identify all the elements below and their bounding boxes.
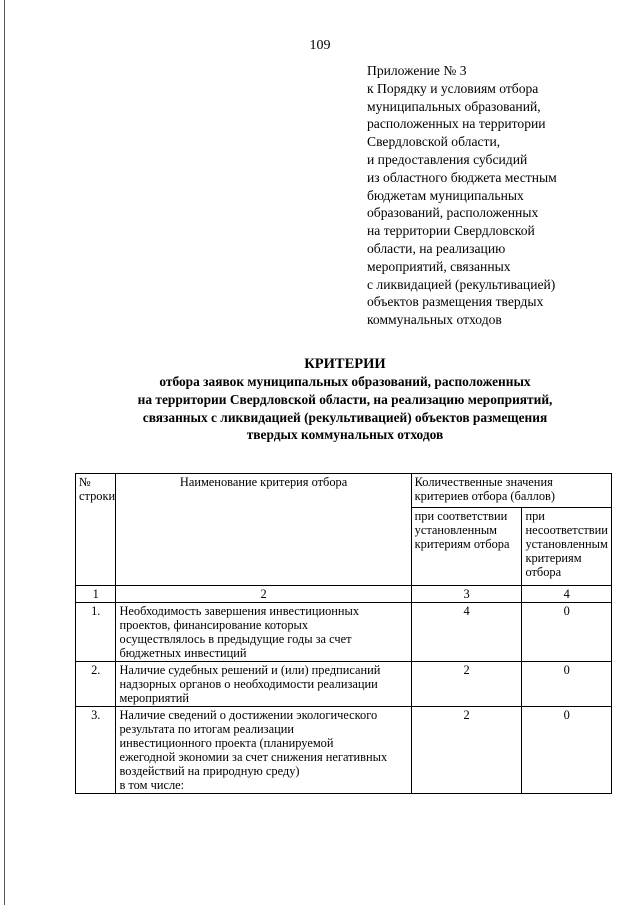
subtitle-line: на территории Свердловской области, на реализацию мероприятий, [137, 391, 553, 407]
row-match: 2 [411, 662, 522, 707]
row-num: 2. [76, 662, 116, 707]
appendix-line: Свердловской области, [367, 134, 501, 150]
row-match: 2 [411, 707, 522, 794]
page-edge [0, 0, 5, 905]
subtitle-line: отбора заявок муниципальных образований, расположенных [159, 374, 531, 389]
header-num: № строки [76, 474, 116, 586]
row-num: 3. [76, 707, 116, 794]
col-number: 1 [76, 586, 116, 603]
column-number-row [76, 586, 612, 603]
appendix-line: муниципальных образований, [367, 98, 541, 114]
appendix-line: коммунальных отходов [367, 312, 502, 328]
header-name: Наименование критерия отбора [116, 474, 411, 586]
col-number: 4 [522, 586, 612, 603]
subtitle-line: связанных с ликвидацией (рекультивацией) объектов размещения [142, 409, 548, 425]
appendix-line: области, на реализацию [367, 240, 506, 256]
row-nomatch: 0 [522, 603, 612, 662]
header-nomatch: при несоответствии установленным критериям отбора [522, 508, 612, 586]
appendix-line: образований, расположенных [367, 205, 539, 221]
document-title: КРИТЕРИИ [304, 356, 386, 372]
row-num: 1. [76, 603, 116, 662]
table-row [76, 603, 612, 662]
row-name: Наличие сведений о достижении экологического результата по итогам реализации инвестиционного проекта (планируемой ежегодной экономии за счет снижения негативных воздействий на природную среду) в том числе: [116, 707, 411, 794]
subtitle-line: твердых коммунальных отходов [246, 427, 444, 443]
appendix-line: мероприятий, связанных [367, 258, 511, 274]
col-number: 3 [411, 586, 522, 603]
appendix-line: объектов размещения твердых [367, 294, 544, 310]
criteria-table [75, 473, 612, 794]
header-match: при соответствии установленным критериям отбора [411, 508, 522, 586]
document-subtitle [0, 373, 640, 444]
appendix-line: бюджетам муниципальных [367, 187, 524, 203]
appendix-header [367, 62, 627, 329]
page-number: 109 [309, 38, 331, 53]
appendix-line: из областного бюджета местным [367, 169, 557, 185]
table-row [76, 662, 612, 707]
appendix-line: на территории Свердловской [367, 223, 535, 239]
appendix-line: Приложение № 3 [367, 63, 467, 78]
row-name: Наличие судебных решений и (или) предписаний надзорных органов о необходимости реализации мероприятий [116, 662, 411, 707]
appendix-line: с ликвидацией (рекультивацией) [367, 276, 556, 292]
row-nomatch: 0 [522, 707, 612, 794]
col-number: 2 [116, 586, 411, 603]
header-values: Количественные значения критериев отбора (баллов) [411, 474, 611, 508]
appendix-line: расположенных на территории [367, 116, 546, 132]
appendix-line: к Порядку и условиям отбора [367, 80, 539, 96]
row-match: 4 [411, 603, 522, 662]
appendix-line: и предоставления субсидий [367, 151, 528, 167]
row-name: Необходимость завершения инвестиционных проектов, финансирование которых осуществлялось в предыдущие годы за счет бюджетных инвестиций [116, 603, 411, 662]
row-nomatch: 0 [522, 662, 612, 707]
table-row [76, 707, 612, 794]
